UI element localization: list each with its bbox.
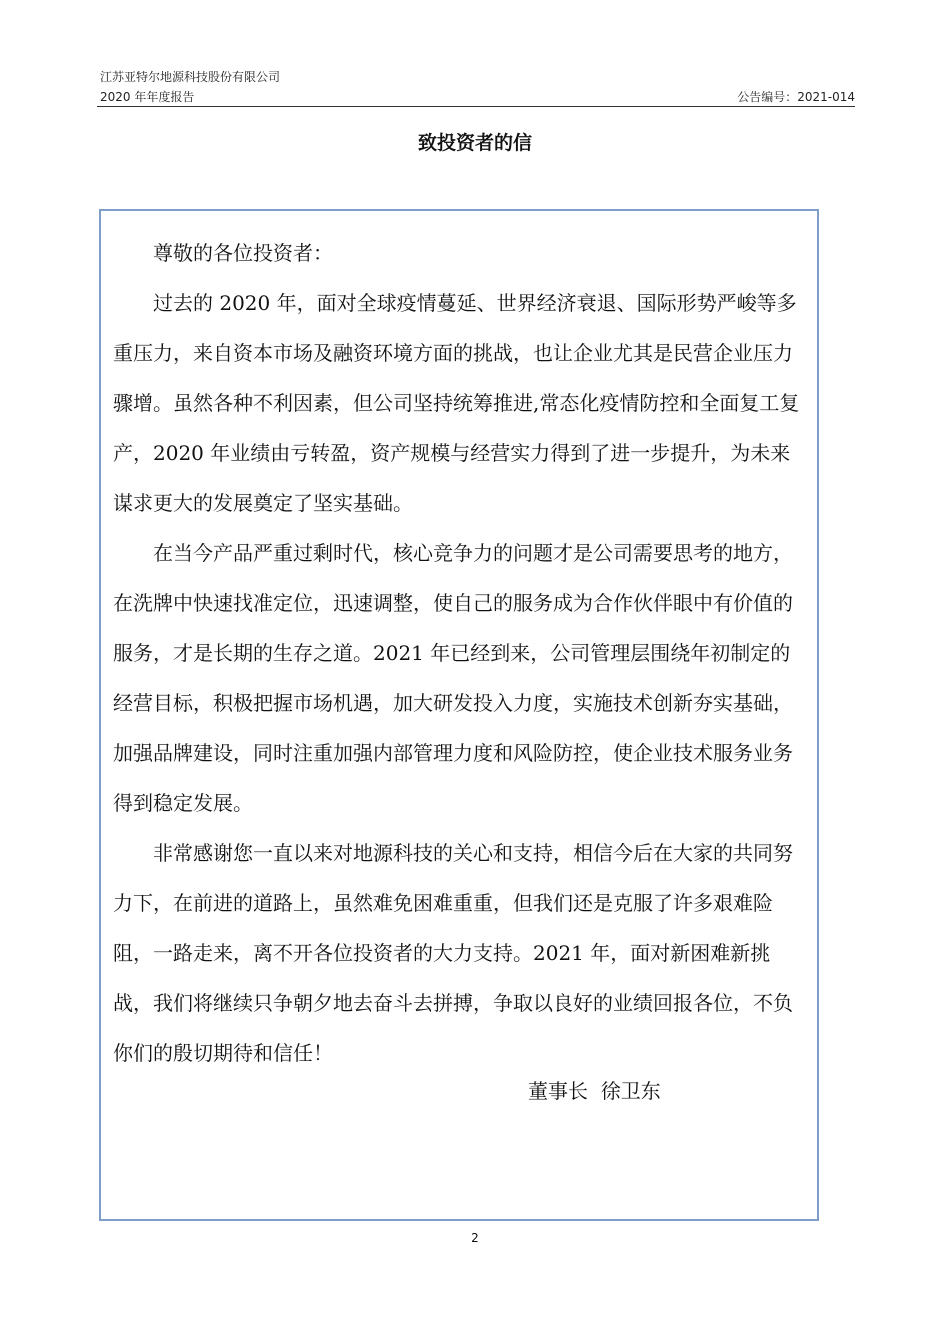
- letter-signature: 董事长 徐卫东: [528, 1079, 661, 1103]
- header-report-title: 2020 年年度报告: [100, 90, 195, 104]
- page-number: 2: [471, 1231, 479, 1245]
- header-company-name: 江苏亚特尔地源科技股份有限公司: [100, 70, 281, 84]
- letter-body: [113, 228, 809, 1078]
- page-title: 致投资者的信: [417, 132, 532, 154]
- header-notice-number: 公告编号：2021-014: [737, 90, 855, 104]
- header-divider: [97, 106, 855, 107]
- letter-paragraph: 在当今产品严重过剩时代，核心竞争力的问题才是公司需要思考的地方，在洗牌中快速找准定位，迅速调整，使自己的服务成为合作伙伴眼中有价值的服务，才是长期的生存之道。2021 年已经到来，公司管理层围绕年初制定的经营目标，积极把握市场机遇，加大研发投入力度，实施技术创新夯实基础，加强品牌建设，同时注重加强内部管理力度和风险防控，使企业技术服务业务得到稳定发展。: [113, 541, 793, 815]
- letter-greeting: 尊敬的各位投资者：: [153, 241, 333, 265]
- letter-paragraph: 非常感谢您一直以来对地源科技的关心和支持，相信今后在大家的共同努力下，在前进的道路上，虽然难免困难重重，但我们还是克服了许多艰难险阻，一路走来，离不开各位投资者的大力支持。2021 年，面对新困难新挑战，我们将继续只争朝夕地去奋斗去拼搏，争取以良好的业绩回报各位，不负你们的殷切期待和信任！: [113, 841, 793, 1065]
- letter-paragraph: 过去的 2020 年，面对全球疫情蔓延、世界经济衰退、国际形势严峻等多重压力，来自资本市场及融资环境方面的挑战，也让企业尤其是民营企业压力骤增。虽然各种不利因素，但公司坚持统筹推进,常态化疫情防控和全面复工复产，2020 年业绩由亏转盈，资产规模与经营实力得到了进一步提升，为未来谋求更大的发展奠定了坚实基础。: [113, 291, 800, 515]
- header-row: [100, 88, 855, 105]
